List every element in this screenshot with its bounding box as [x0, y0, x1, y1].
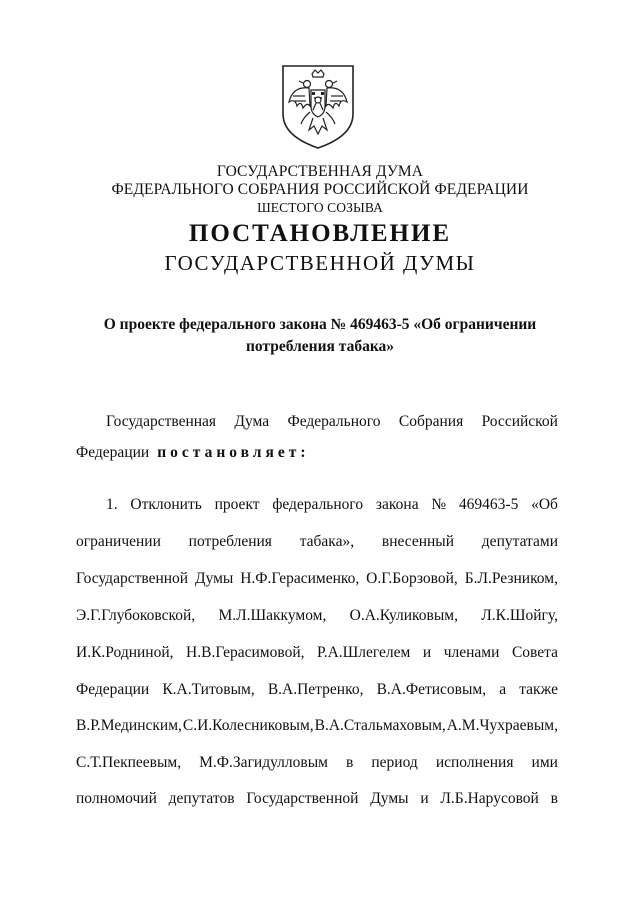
clause-line — [76, 716, 558, 736]
word: Российской — [481, 413, 558, 430]
word: и — [422, 644, 432, 661]
word: Думы — [370, 790, 409, 807]
word: В.Р.Мединским, — [76, 717, 182, 734]
clause-line — [76, 789, 558, 809]
decree-word: постановляет: — [157, 444, 310, 461]
word: проект — [214, 496, 260, 513]
word: табака», — [299, 533, 355, 550]
word: Отклонить — [130, 496, 202, 513]
word: Н.В.Герасимовой, — [186, 644, 305, 661]
word: Э.Г.Глубоковской, — [76, 607, 196, 624]
word: в — [345, 754, 354, 771]
word: А.М.Чухраевым, — [446, 717, 558, 734]
word: «Об — [531, 496, 558, 513]
coat-of-arms-emblem — [279, 62, 357, 150]
clause-line — [76, 680, 558, 700]
word: Федерации — [76, 444, 150, 461]
word: ограничении — [76, 533, 161, 550]
word: Л.К.Шойгу, — [481, 607, 558, 624]
clause-line — [76, 606, 558, 626]
word: О.Г.Борзовой, — [366, 570, 458, 587]
word: в — [550, 790, 558, 807]
word: полномочий — [76, 790, 157, 807]
word: С.И.Колесниковым, — [182, 717, 314, 734]
preamble-line-2 — [76, 443, 558, 463]
word: Федерации — [76, 681, 150, 698]
word: Государственной — [76, 570, 189, 587]
word: Дума — [234, 413, 270, 430]
word: И.К.Родниной, — [76, 644, 174, 661]
header-line-assembly: ФЕДЕРАЛЬНОГО СОБРАНИЯ РОССИЙСКОЙ ФЕДЕРАЦИИ — [111, 181, 529, 198]
clause-line — [106, 495, 558, 515]
word: В.А.Фетисовым, — [376, 681, 487, 698]
word: В.А.Петренко, — [267, 681, 364, 698]
word: депутатов — [168, 790, 235, 807]
word: № — [431, 496, 447, 513]
word: Собрания — [398, 413, 464, 430]
clause-line — [76, 569, 558, 589]
clause-line — [76, 753, 558, 773]
subject-line: О проекте федерального закона № 469463-5 «Об ограничении — [103, 316, 537, 333]
word: также — [519, 681, 558, 698]
word: 1. — [106, 496, 118, 513]
word: М.Ф.Загидулловым — [199, 754, 328, 771]
header-line-duma: ГОСУДАРСТВЕННАЯ ДУМА — [216, 163, 424, 180]
word: К.А.Титовым, — [162, 681, 255, 698]
word: федерального — [272, 496, 364, 513]
clause-line — [76, 532, 558, 552]
word: С.Т.Пекпеевым, — [76, 754, 182, 771]
word: О.А.Куликовым, — [349, 607, 458, 624]
word: период — [371, 754, 418, 771]
word: депутатами — [481, 533, 558, 550]
word: Н.Ф.Герасименко, — [240, 570, 360, 587]
word: Государственная — [106, 413, 217, 430]
word: Л.Б.Нарусовой — [440, 790, 539, 807]
word: членами — [443, 644, 500, 661]
word: М.Л.Шаккумом, — [218, 607, 327, 624]
word: 469463-5 — [458, 496, 519, 513]
document-subtitle: ГОСУДАРСТВЕННОЙ ДУМЫ — [164, 251, 476, 275]
header-line-convocation: ШЕСТОГО СОЗЫВА — [257, 200, 383, 215]
document-subject — [0, 314, 640, 358]
word: исполнения — [435, 754, 514, 771]
preamble-line-1 — [106, 412, 558, 432]
document-title: ПОСТАНОВЛЕНИЕ — [188, 220, 452, 247]
word: потребления — [188, 533, 272, 550]
word: В.А.Стальмаховым, — [314, 717, 446, 734]
word: Государственной — [246, 790, 359, 807]
word: а — [499, 681, 507, 698]
word: ими — [531, 754, 558, 771]
clause-line — [76, 643, 558, 663]
word: закона — [375, 496, 419, 513]
subject-line: потребления табака» — [245, 338, 395, 355]
word: Б.Л.Резником, — [464, 570, 558, 587]
word: Федерального — [287, 413, 381, 430]
word: Р.А.Шлегелем — [317, 644, 411, 661]
word: Совета — [511, 644, 558, 661]
word: и — [420, 790, 429, 807]
word: внесенный — [381, 533, 455, 550]
word: Думы — [195, 570, 234, 587]
